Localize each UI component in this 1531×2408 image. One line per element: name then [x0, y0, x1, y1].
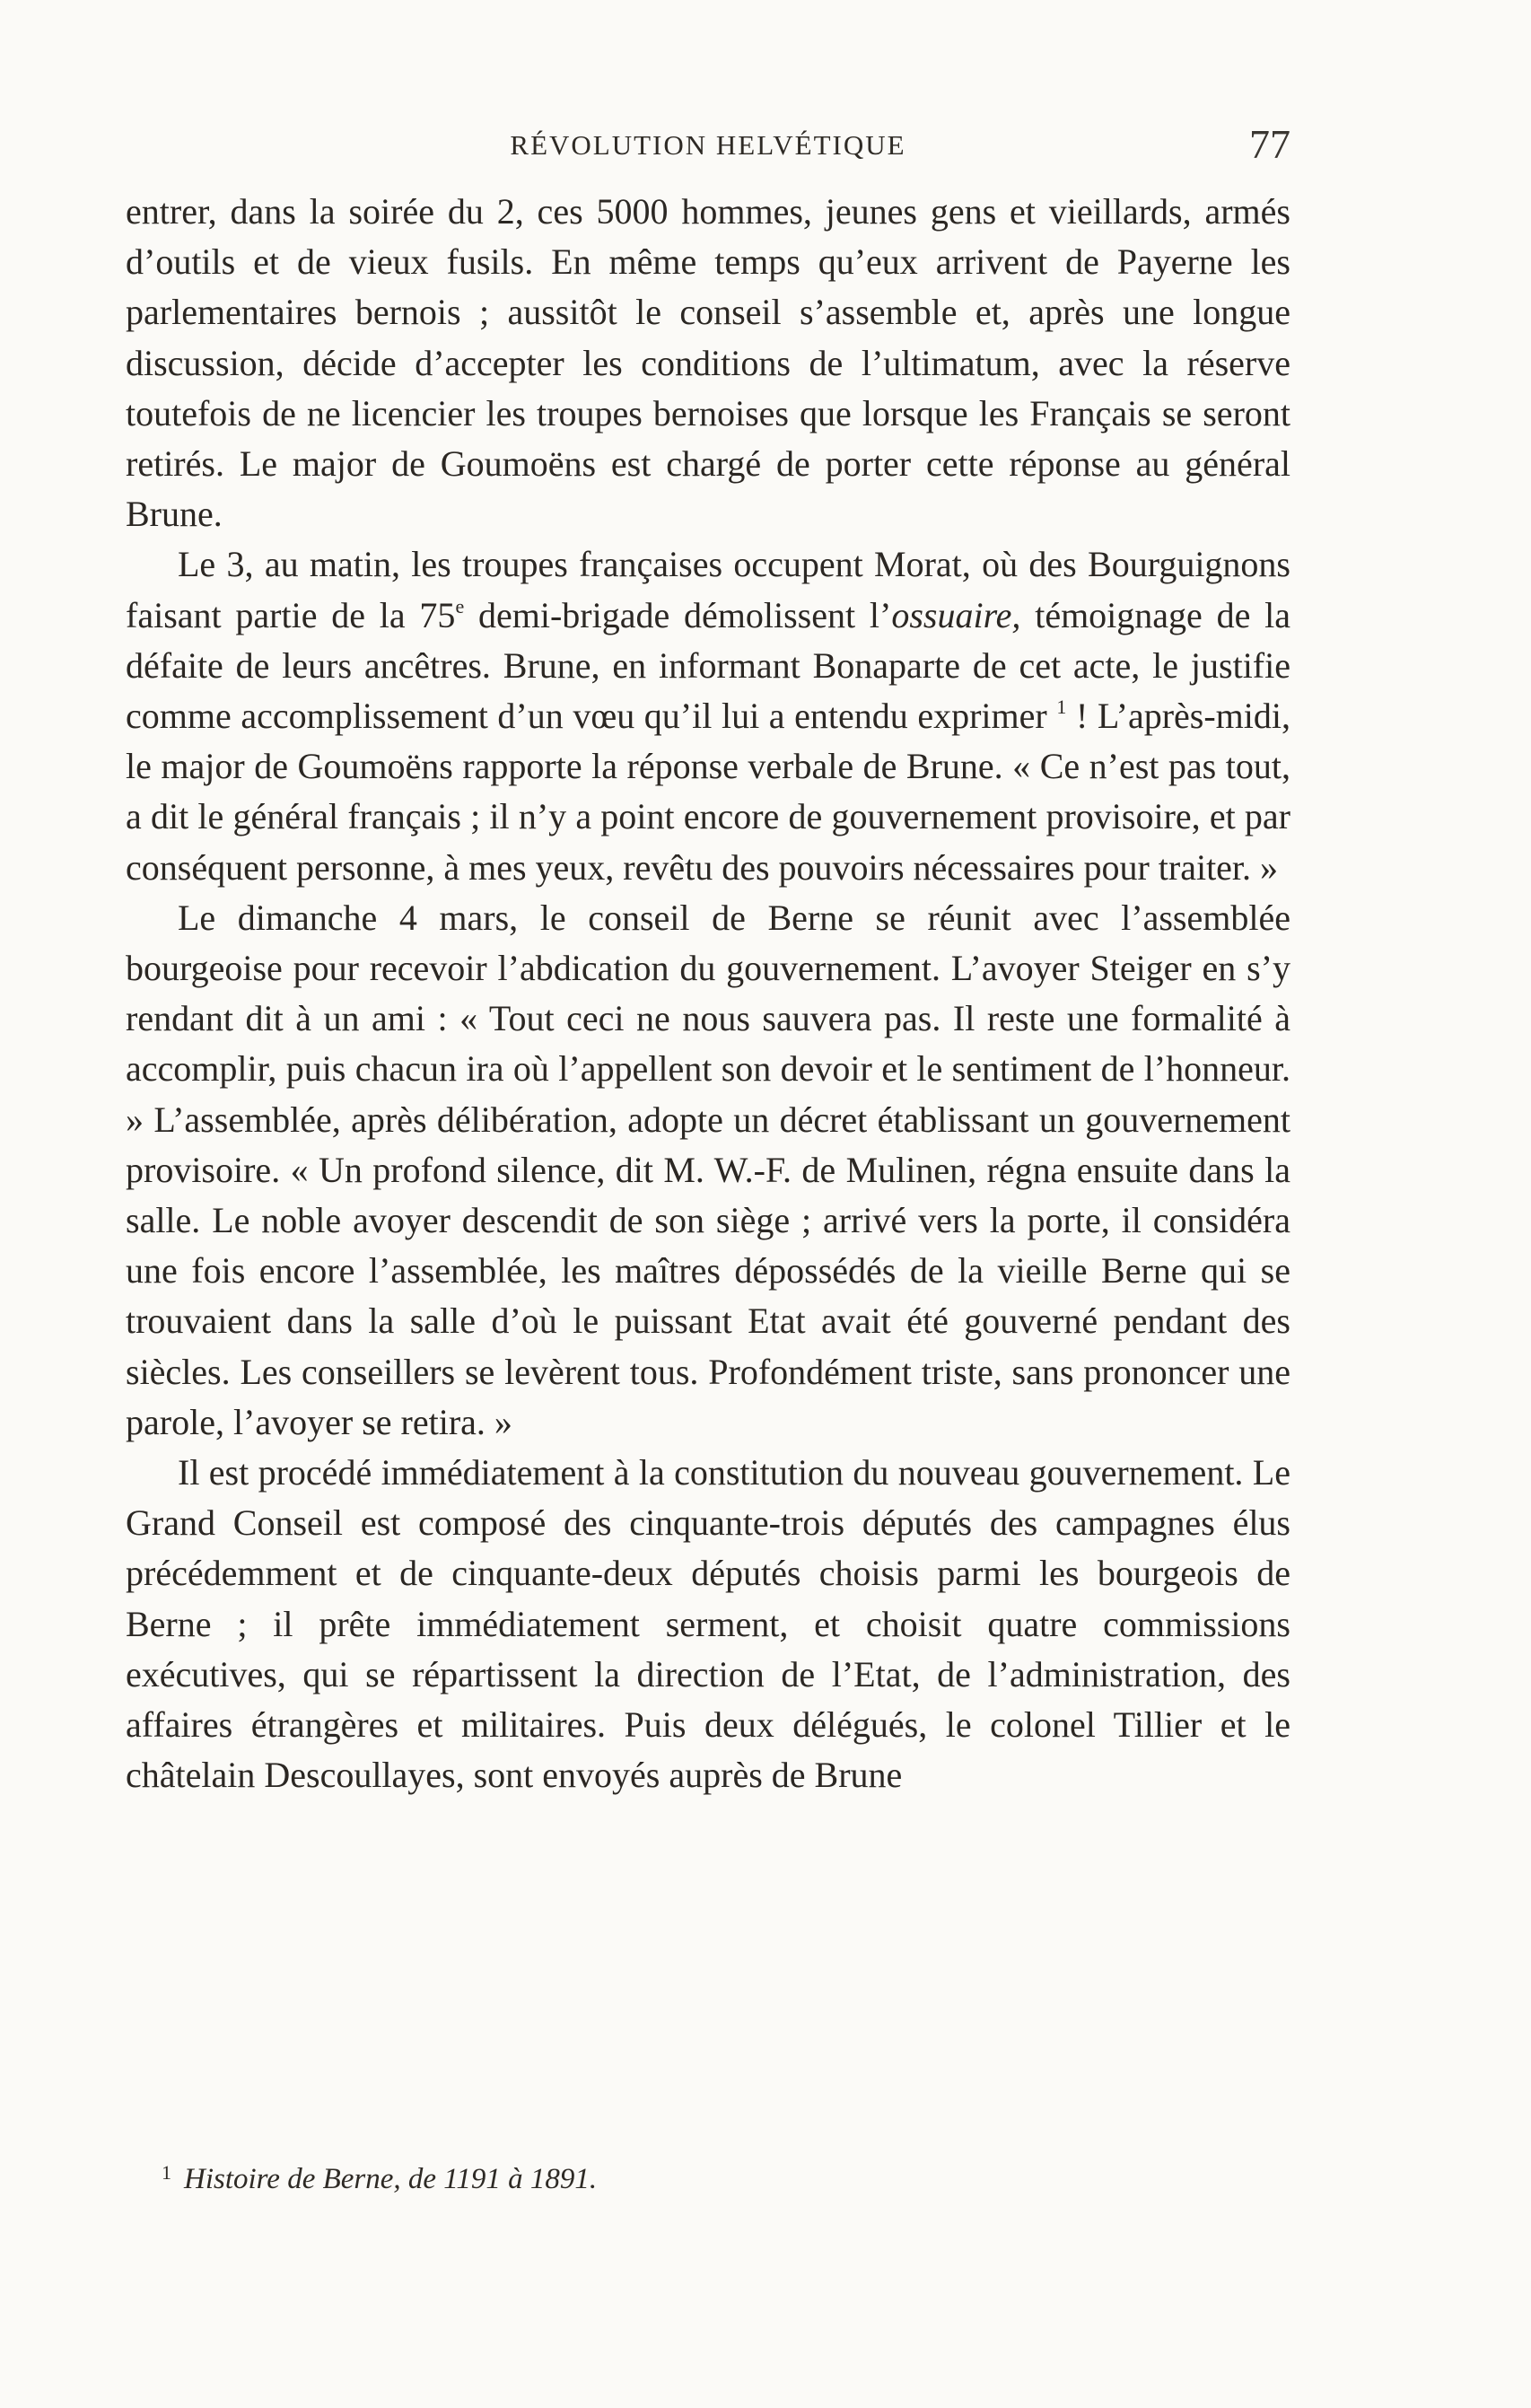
paragraph [126, 187, 1290, 539]
running-head [126, 120, 1290, 171]
footnote [162, 2161, 1290, 2196]
running-title: RÉVOLUTION HELVÉTIQUE [510, 129, 906, 161]
text-run: Il est procédé immédiatement à la constitution du nouveau gouvernement. Le Grand Conseil est composé des cinquante-trois députés des campagnes élus précédemment et de cinquante-deux députés choisis parmi les bourgeois de Berne ; il prête immédiatement serment, et choisit quatre commissions exécutives, qui se répartissent la direction de l’Etat, de l’administration, des affaires étrangères et militaires. Puis deux délégués, le colonel Tillier et le châtelain Descoullayes, sont envoyés auprès de Brune [126, 1452, 1290, 1796]
text-run: entrer, dans la soirée du 2, ces 5000 hommes, jeunes gens et vieillards, armés d’outils et de vieux fusils. En même temps qu’eux arrivent de Payerne les parlementaires bernois ; aussitôt le conseil s’assemble et, après une longue discussion, décide d’accepter les conditions de l’ultimatum, avec la réserve toutefois de ne licencier les troupes bernoises que lorsque les Français se seront retirés. Le major de Goumoëns est chargé de porter cette réponse au général Brune. [126, 191, 1290, 535]
paragraph [126, 539, 1290, 892]
footnotes [162, 2161, 1290, 2196]
italic-text: ossuaire, [891, 594, 1021, 635]
footnote-mark: 1 [162, 2161, 171, 2184]
footnote-text: Histoire de Berne, de 1191 à 1891. [184, 2163, 598, 2195]
page-number: 77 [1249, 121, 1290, 167]
paragraph [126, 1448, 1290, 1800]
text-run: témoignage de la défaite de leurs ancêtres. Brune, en informant Bonaparte de cet acte, le justifie comme accomplissement d’un vœu qu’il lui a entendu exprimer [126, 594, 1290, 737]
superscript: e [455, 594, 465, 617]
text-run: ! L’après-midi, le major de Goumoëns rapporte la réponse verbale de Brune. « Ce n’est pas tout, a dit le général français ; il n’y a point encore de gouvernement provisoire, et par conséquent personne, à mes yeux, revêtu des pouvoirs nécessaires pour traiter. » [126, 696, 1290, 888]
text-run: Le 3, au matin, les troupes françaises occupent Morat, où des Bourguignons faisant partie de la 75 [126, 544, 1290, 635]
body-text [126, 187, 1290, 1801]
superscript: 1 [1056, 696, 1067, 719]
text-run: Le dimanche 4 mars, le conseil de Berne se réunit avec l’assemblée bourgeoise pour recevoir l’abdication du gouvernement. L’avoyer Steiger en s’y rendant dit à un ami : « Tout ceci ne nous sauvera pas. Il reste une formalité à accomplir, puis chacun ira où l’appellent son devoir et le sentiment de l’honneur. » L’assemblée, après délibération, adopte un décret établissant un gouvernement provisoire. « Un profond silence, dit M. W.-F. de Mulinen, régna ensuite dans la salle. Le noble avoyer descendit de son siège ; arrivé vers la porte, il considéra une fois encore l’assemblée, les maîtres dépossédés de la vieille Berne qui se trouvaient dans la salle d’où le puissant Etat avait été gouverné pendant des siècles. Les conseillers se levèrent tous. Profondément triste, sans prononcer une parole, l’avoyer se retira. » [126, 897, 1290, 1442]
paragraph [126, 893, 1290, 1448]
book-page [126, 0, 1290, 2408]
text-run: demi-brigade démolissent l’ [464, 594, 892, 635]
